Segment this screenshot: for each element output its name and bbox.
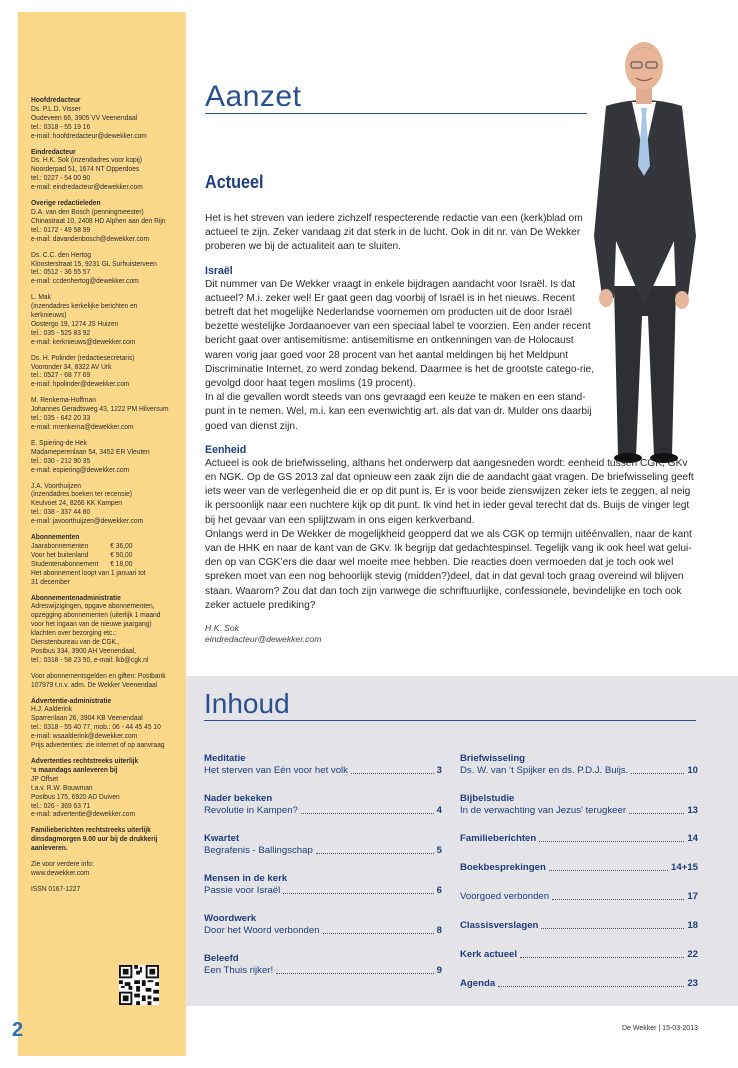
toc-title: Boekbesprekingen — [460, 862, 546, 873]
toc-line — [204, 845, 442, 857]
colophon-line: Noorderpad 51, 1674 NT Opperdoes — [31, 164, 140, 174]
colophon-line: Vooronder 34, 8322 AV Urk — [31, 361, 112, 371]
toc-entry — [204, 793, 442, 817]
colophon-line: J.A. Voorthuijzen — [31, 480, 81, 490]
colophon-line: tel.: 0172 - 49 58 99 — [31, 224, 91, 234]
editorial-heading: Actueel — [205, 172, 264, 192]
toc-page-number: 6 — [436, 885, 442, 896]
colophon-line: tel.: 0512 - 36 55 57 — [31, 267, 91, 277]
subscription-label: Jaarabonnementen — [31, 540, 89, 550]
toc-leader-dots — [301, 805, 434, 814]
colophon-line: e-mail: ccdenhertog@dewekker.com — [31, 276, 139, 286]
toc-title: Ds. W. van ‘t Spijker en ds. P.D.J. Buijs. — [460, 765, 629, 776]
toc-page-number: 9 — [436, 965, 442, 976]
toc-leader-dots — [629, 805, 684, 814]
colophon-heading: dinsdagmorgen 9.00 uur bij de drukkerij — [31, 834, 158, 844]
eenheid-paragraph-2: Onlangs werd in De Wekker de mogelijkheid geopperd dat we als CGK op termijn uitéénvallen, naar de kant van de HHK en naar de kant van de GKv. Ik begrijp dat gedachtespinsel. Tegelijk vang ik ook heel wat gelui-den op van CGK’ers die daar wel moeite mee hebben. Die reacties doen vermoeden dat je toch ook wel spreken moet van een nog behoorlijk stevig (midden?)deel, dat in dat geval toch graag overeind wil blijven staan. Waarom? Zou dat dan toch zijn vanwege die schriftuurlijke, confessionele, bevindelijke en toch ook zeker actuele prediking? — [205, 528, 692, 611]
toc-entry — [460, 862, 698, 874]
colophon-line: e-mail: mrenkema@dewekker.com — [31, 422, 134, 431]
toc-left-column — [204, 753, 442, 993]
toc-leader-dots — [549, 862, 668, 871]
toc-title: In de verwachting van Jezus’ terugkeer — [460, 805, 627, 816]
colophon-line: e-mail: hoofdredacteur@dewekker.com — [31, 130, 147, 140]
colophon-block — [31, 885, 184, 894]
colophon-line: e-mail: javoorthuijzen@dewekker.com — [31, 516, 144, 526]
colophon-line: tel.: 0318 - 55 40 77, mob.: 06 - 44 45 45 10 — [31, 722, 161, 732]
footer-issue: De Wekker | 15-03-2013 — [621, 1025, 698, 1032]
toc-page-number: 10 — [687, 765, 698, 776]
colophon-line: tel.: 030 - 212 90 35 — [31, 455, 91, 465]
colophon-line: D.A. van den Bosch (penningmeester) — [31, 206, 144, 216]
colophon-line: www.dewekker.com — [31, 867, 90, 877]
colophon-heading: Advertenties rechtstreeks uiterlijk — [31, 756, 139, 765]
eenheid-paragraph-1: Actueel is ook de briefwisseling, althans het onderwerp dat aangesneden wordt: eenheid tussen CGK, GKv en NGK. Op de GS 2013 zal dat opnieuw een zaak zijn die de aandacht gaat vragen. De briefwisseling geeft iets weer van de verlegenheid die er op dit punt is. Er is voor beide zienswijzen zeker iets te zeggen, al neig ik persoonlijk naar een nuchtere kijk op dit punt. Ik vind het in ieder geval terecht dat ds. Buijs de vinger legt bij het gevaar van een splijtzwam in ons eigen kerkverband. — [205, 457, 694, 526]
toc-line — [460, 833, 698, 845]
colophon-line: tel.: 0227 - 54 00 90 — [31, 173, 91, 183]
colophon — [31, 96, 178, 894]
toc-page-number: 8 — [436, 925, 442, 936]
toc-line — [204, 925, 442, 937]
colophon-line: (inzendadres kerkelijke berichten en — [31, 301, 138, 311]
toc-page-number: 18 — [687, 920, 698, 931]
subscriptions-line: 31 december — [31, 576, 70, 586]
colophon-line: H.J. Aalderink — [31, 704, 73, 714]
toc-entry — [460, 978, 698, 990]
colophon-line: opzegging abonnementen (uiterlijk 1 maand — [31, 610, 161, 620]
signature-email: eindredacteur@dewekker.com — [205, 634, 322, 645]
toc-page-number: 22 — [687, 949, 698, 960]
colophon-line: Prijs advertenties: zie internet of op aanvraag — [31, 740, 165, 750]
toc-page-number: 23 — [687, 978, 698, 989]
toc-title: Agenda — [460, 978, 496, 989]
colophon-line: E. Spiering-de Hek — [31, 437, 87, 447]
colophon-block — [31, 482, 184, 527]
toc-entry — [460, 891, 698, 903]
toc-leader-dots — [631, 765, 684, 774]
colophon-line: tel.: 038 - 337 44 80 — [31, 507, 91, 517]
colophon-line: Adreswijzigingen, opgave abonnementen, — [31, 601, 155, 611]
toc-page-number: 17 — [687, 891, 698, 902]
toc-title: Revolutie in Kampen? — [204, 805, 298, 816]
section-heading-israel: Israël — [205, 264, 233, 277]
colophon-line: Ds. H.K. Sok (inzendadres voor kopij) — [31, 155, 142, 165]
colophon-heading: Overige redactieleden — [31, 198, 101, 208]
toc-section-head: Briefwisseling — [460, 753, 526, 764]
toc-title: Kerk actueel — [460, 949, 518, 960]
toc-title: Voorgoed verbonden — [460, 891, 550, 902]
toc-page-number: 14+15 — [671, 862, 698, 873]
colophon-line: Sparrenlaan 26, 3904 KB Veenendaal — [31, 713, 143, 723]
toc-entry — [204, 753, 442, 777]
toc-leader-dots — [351, 765, 434, 774]
toc-line — [204, 805, 442, 817]
toc-entry — [204, 873, 442, 897]
toc-section-head: Mensen in de kerk — [204, 873, 288, 884]
colophon-heading: Advertentie-administratie — [31, 695, 112, 705]
inhoud-title: Inhoud — [204, 688, 290, 719]
editorial-intro: Het is het streven van iedere zichzelf respecterende redactie van een (kerk)blad om actueel te zijn. Zeker vandaag zit dat sterk in de lucht. Ook in dit nr. van De Wekker proberen we bij de actualiteit aan te sluiten. — [205, 213, 583, 253]
colophon-block — [31, 860, 184, 878]
signature-name: H.K. Sok — [205, 623, 239, 634]
colophon-line: Ds. P.L.D. Visser — [31, 103, 81, 113]
israel-paragraph-2: In al die gevallen wordt steeds van ons gevraagd een keuze te maken en een stand-punt in te nemen. Wel, m.i. kan een evenwichtig art. als dat van dr. Mulder ons daarbij goed van dienst zijn. — [205, 392, 592, 432]
colophon-block — [31, 293, 184, 346]
colophon-block — [31, 148, 184, 193]
colophon-block — [31, 354, 184, 390]
toc-page-number: 14 — [687, 833, 698, 844]
colophon-line: e-mail: advertentie@dewekker.com — [31, 809, 135, 819]
toc-leader-dots — [520, 949, 684, 958]
colophon-block — [31, 757, 184, 819]
colophon-block — [31, 396, 184, 432]
toc-page-number: 13 — [687, 805, 698, 816]
colophon-heading: aanleveren. — [31, 843, 68, 853]
aanzet-title: Aanzet — [205, 80, 302, 113]
subscription-label: Studentenabonnement — [31, 558, 99, 568]
subscription-price: € 50,00 — [110, 549, 133, 559]
toc-title: Passie voor Israël — [204, 885, 281, 896]
toc-line — [204, 885, 442, 897]
toc-leader-dots — [541, 920, 684, 929]
toc-leader-dots — [498, 978, 684, 987]
colophon-heading: Abonnementenadministratie — [31, 592, 121, 602]
colophon-line: ISSN 0167-1227 — [31, 883, 81, 893]
toc-line — [204, 765, 442, 777]
toc-page-number: 3 — [436, 765, 442, 776]
subscription-price: € 18,00 — [110, 558, 133, 568]
toc-line — [460, 949, 698, 961]
colophon-line: Oudeveen 66, 3905 VV Veenendaal — [31, 112, 138, 122]
colophon-block — [31, 672, 184, 690]
toc-entry — [204, 953, 442, 977]
colophon-line: Oostergo 19, 1274 JS Huizen — [31, 318, 119, 328]
colophon-line: Ds. H. Polinder (redactiesecretaris) — [31, 352, 135, 362]
colophon-line: 107979 t.n.v. adm. De Wekker Veenendaal — [31, 679, 158, 689]
toc-section-head: Meditatie — [204, 753, 246, 764]
colophon-line: Keulvoet 24, 8266 KK Kampen — [31, 498, 122, 508]
colophon-line: Voor abonnementsgelden en giften: Postbank — [31, 670, 166, 680]
toc-title: Door het Woord verbonden — [204, 925, 320, 936]
toc-leader-dots — [539, 833, 684, 842]
qr-code-icon — [119, 965, 159, 1005]
colophon-heading: ‘s maandags aanleveren bij — [31, 764, 118, 774]
toc-line — [460, 920, 698, 932]
subscription-label: Voor het buitenland — [31, 549, 89, 559]
toc-leader-dots — [276, 965, 434, 974]
colophon-line: klachten over bezorging etc.: — [31, 628, 117, 638]
colophon-block — [31, 826, 184, 853]
subscription-price: € 36,00 — [110, 540, 133, 550]
colophon-line: kerknieuws) — [31, 310, 67, 320]
toc-leader-dots — [316, 845, 434, 854]
toc-line — [460, 765, 698, 777]
toc-title: Classisverslagen — [460, 920, 539, 931]
colophon-heading: Eindredacteur — [31, 146, 76, 156]
colophon-line: e-mail: davandenbosch@dewekker.com — [31, 233, 150, 243]
israel-paragraph-1: Dit nummer van De Wekker vraagt in enkele bijdragen aandacht voor Israël. Is dat actueel? M.i. zeker wel! Er gaat geen dag voorbij of Israël is in het nieuws. Recent betreft dat het mogelijke Nederlandse voornemen om producten uit de door Israël bezette westelijke Jordaanoever van een speciaal label te voorzien. Een ander recent bericht gaat over antisemitisme: antisemitisme en ontkenningen van de Holocaust waren vorig jaar goed voor 28 procent van het aantal meldingen bij het Meldpunt Discriminatie Internet, zo werd zondag bekend. Daarmee is het de grootste catego-rie, gevolgd door haat tegen moslims (19 procent). — [205, 278, 595, 390]
aanzet-divider — [205, 113, 587, 114]
colophon-line: Chinastraat 10, 2408 HD Alphen aan den Rijn — [31, 215, 166, 225]
toc-section-head: Bijbelstudie — [460, 793, 515, 804]
toc-title: Familieberichten — [460, 833, 537, 844]
toc-line — [460, 891, 698, 903]
toc-entry — [460, 949, 698, 961]
toc-title: Een Thuis rijker! — [204, 965, 274, 976]
colophon-sidebar — [18, 12, 186, 1056]
toc-title: Het sterven van Eén voor het volk — [204, 765, 348, 776]
colophon-block — [31, 96, 184, 141]
toc-line — [460, 978, 698, 990]
toc-section-head: Kwartet — [204, 833, 240, 844]
toc-entry — [460, 833, 698, 845]
colophon-block — [31, 251, 184, 287]
toc-leader-dots — [283, 885, 433, 894]
colophon-line: voor het ingaan van de nieuwe jaargang) — [31, 619, 152, 629]
signature — [205, 623, 695, 645]
colophon-block — [31, 199, 184, 244]
toc-section-head: Nader bekeken — [204, 793, 273, 804]
colophon-line: e-mail: eindredacteur@dewekker.com — [31, 182, 143, 192]
toc-section-head: Beleefd — [204, 953, 239, 964]
colophon-line: Ds. C.C. den Hertog — [31, 249, 91, 259]
toc-line — [460, 805, 698, 817]
colophon-line: JP Offset — [31, 773, 59, 783]
toc-entry — [460, 793, 698, 817]
colophon-line: M. Renkema-Hoffman — [31, 395, 96, 405]
colophon-line: Madameperenlaan 54, 3452 ER Vleuten — [31, 446, 150, 456]
colophon-line: tel.: 0527 - 68 77 69 — [31, 370, 91, 380]
colophon-line: e-mail: kerknieuws@dewekker.com — [31, 336, 136, 346]
toc-page-number: 4 — [436, 805, 442, 816]
toc-right-column — [460, 753, 698, 1007]
toc-line — [204, 965, 442, 977]
colophon-line: e-mail: wsaalderink@dewekker.com — [31, 731, 138, 741]
toc-leader-dots — [552, 891, 684, 900]
toc-line — [460, 862, 698, 874]
colophon-block — [31, 594, 184, 665]
colophon-line: Dienstenbureau van de CGK., — [31, 637, 120, 647]
page-number: 2 — [12, 1019, 24, 1041]
colophon-line: t.a.v. R.W. Bouwman — [31, 782, 93, 792]
subscriptions-heading: Abonnementen — [31, 532, 80, 542]
toc-title: Begrafenis - Ballingschap — [204, 845, 313, 856]
section-heading-eenheid: Eenheid — [205, 443, 247, 456]
colophon-heading: Hoofdredacteur — [31, 95, 81, 104]
subscriptions-line: Het abonnement loopt van 1 januari tot — [31, 567, 146, 577]
inhoud-divider — [204, 720, 696, 721]
colophon-line: Johannes Geradtsweg 43, 1222 PM Hilversum — [31, 404, 169, 414]
colophon-line: Kloosterstraat 15, 9231 GL Surhuisterveen — [31, 258, 157, 268]
colophon-line: (inzendadres boeken ter recensie) — [31, 489, 132, 499]
colophon-line: Postbus 175, 6920 AD Duiven — [31, 791, 120, 801]
colophon-block — [31, 697, 184, 750]
colophon-line: tel.: 0318 - 55 19 16 — [31, 121, 91, 131]
colophon-heading: Familieberichten rechtstreeks uiterlijk — [31, 825, 151, 835]
toc-section-head: Woordwerk — [204, 913, 257, 924]
toc-entry — [204, 913, 442, 937]
colophon-line: e-mail: espiering@dewekker.com — [31, 464, 130, 474]
toc-entry — [460, 753, 698, 777]
toc-entry — [204, 833, 442, 857]
toc-leader-dots — [323, 925, 434, 934]
toc-page-number: 5 — [436, 845, 442, 856]
colophon-line: tel.: 026 - 369 63 71 — [31, 800, 91, 810]
colophon-line: e-mail: hpolinder@dewekker.com — [31, 379, 130, 389]
colophon-line: tel.: 0318 - 58 23 50, e-mail: lkb@cgk.nl — [31, 654, 149, 664]
subscriptions-block — [31, 533, 184, 586]
colophon-line: Postbus 334, 3900 AH Veenendaal, — [31, 645, 137, 655]
toc-entry — [460, 920, 698, 932]
colophon-block — [31, 439, 184, 475]
colophon-line: L. Mak — [31, 292, 51, 302]
colophon-line: tel.: 035 - 642 20 33 — [31, 413, 91, 423]
colophon-line: Zie voor verdere info: — [31, 859, 94, 869]
colophon-line: tel.: 035 - 525 83 92 — [31, 327, 91, 337]
editorial-article — [205, 172, 695, 645]
